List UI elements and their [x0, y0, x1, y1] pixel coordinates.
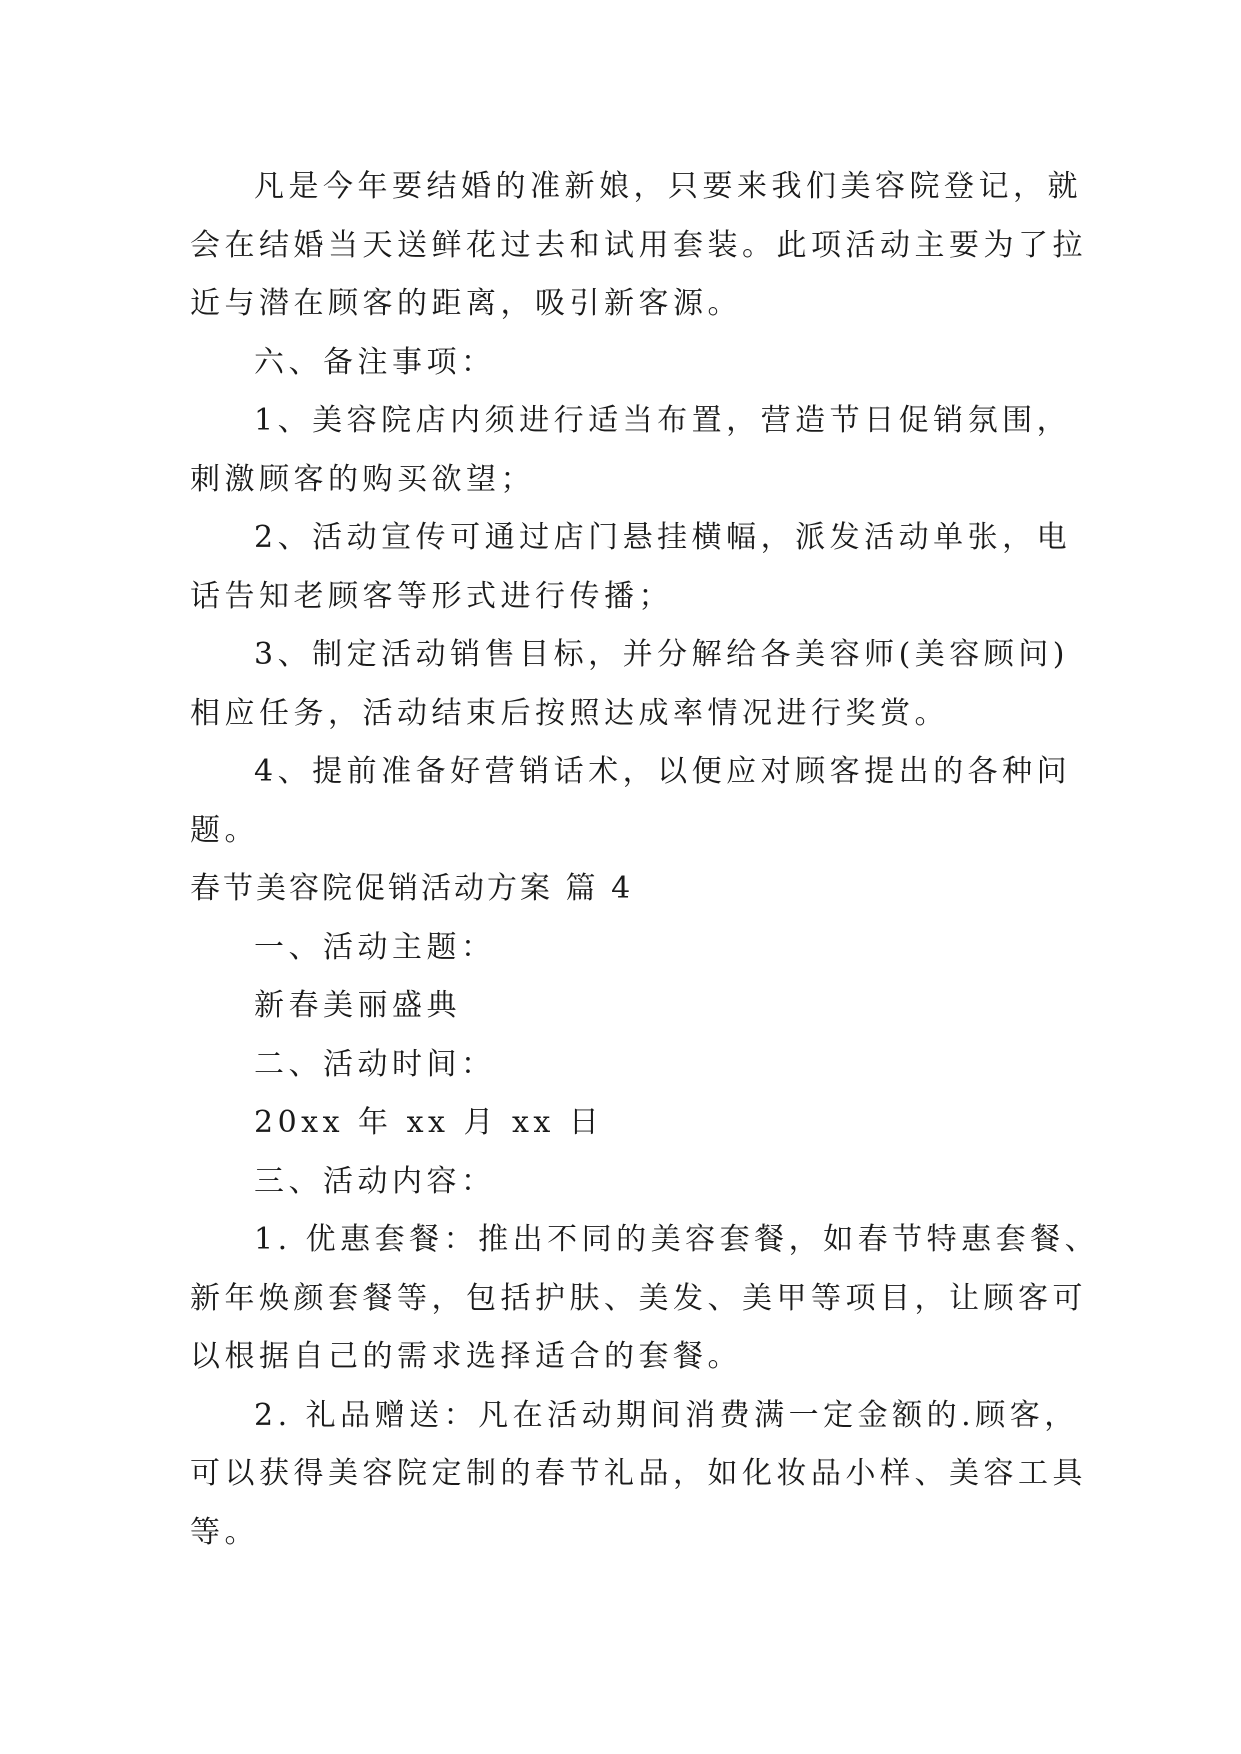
- document-body: [190, 158, 1100, 1562]
- list-item: 1、美容院店内须进行适当布置，营造节日促销氛围，: [254, 403, 1072, 438]
- paragraph-line: 相应任务，活动结束后按照达成率情况进行奖赏。: [190, 695, 949, 731]
- paragraph-line: 题。: [190, 812, 259, 848]
- paragraph-line: 新年焕颜套餐等，包括护肤、美发、美甲等项目，让顾客可: [190, 1280, 1087, 1316]
- paragraph-line: 等。: [190, 1514, 259, 1550]
- paragraph-line: 凡是今年要结婚的准新娘，只要来我们美容院登记，就: [254, 169, 1082, 204]
- document-title: 春节美容院促销活动方案 篇 4: [190, 871, 634, 906]
- list-item: 3、制定活动销售目标，并分解给各美容师(美容顾问): [254, 637, 1069, 672]
- section-heading-content: 三、活动内容：: [254, 1163, 496, 1199]
- list-item: 4、提前准备好营销话术，以便应对顾客提出的各种问: [254, 754, 1072, 789]
- section-heading-time: 二、活动时间：: [254, 1046, 496, 1082]
- paragraph-line: 近与潜在顾客的距离，吸引新客源。: [190, 286, 742, 321]
- paragraph-line: 刺激顾客的购买欲望；: [190, 461, 535, 497]
- paragraph-line: 以根据自己的需求选择适合的套餐。: [190, 1339, 742, 1374]
- paragraph-line: 可以获得美容院定制的春节礼品，如化妆品小样、美容工具: [190, 1456, 1087, 1491]
- paragraph-line: 话告知老顾客等形式进行传播；: [190, 578, 673, 614]
- list-item: 2、活动宣传可通过店门悬挂横幅，派发活动单张，电: [254, 520, 1072, 555]
- list-item: 2. 礼品赠送：凡在活动期间消费满一定金额的.顾客，: [254, 1397, 1079, 1433]
- time-value: 20xx 年 xx 月 xx 日: [254, 1105, 604, 1140]
- list-item: 1. 优惠套餐：推出不同的美容套餐，如春节特惠套餐、: [254, 1222, 1100, 1257]
- theme-value: 新春美丽盛典: [254, 988, 461, 1023]
- section-heading-theme: 一、活动主题：: [254, 929, 496, 965]
- paragraph-line: 会在结婚当天送鲜花过去和试用套装。此项活动主要为了拉: [190, 227, 1087, 263]
- section-heading-notes: 六、备注事项：: [254, 344, 496, 380]
